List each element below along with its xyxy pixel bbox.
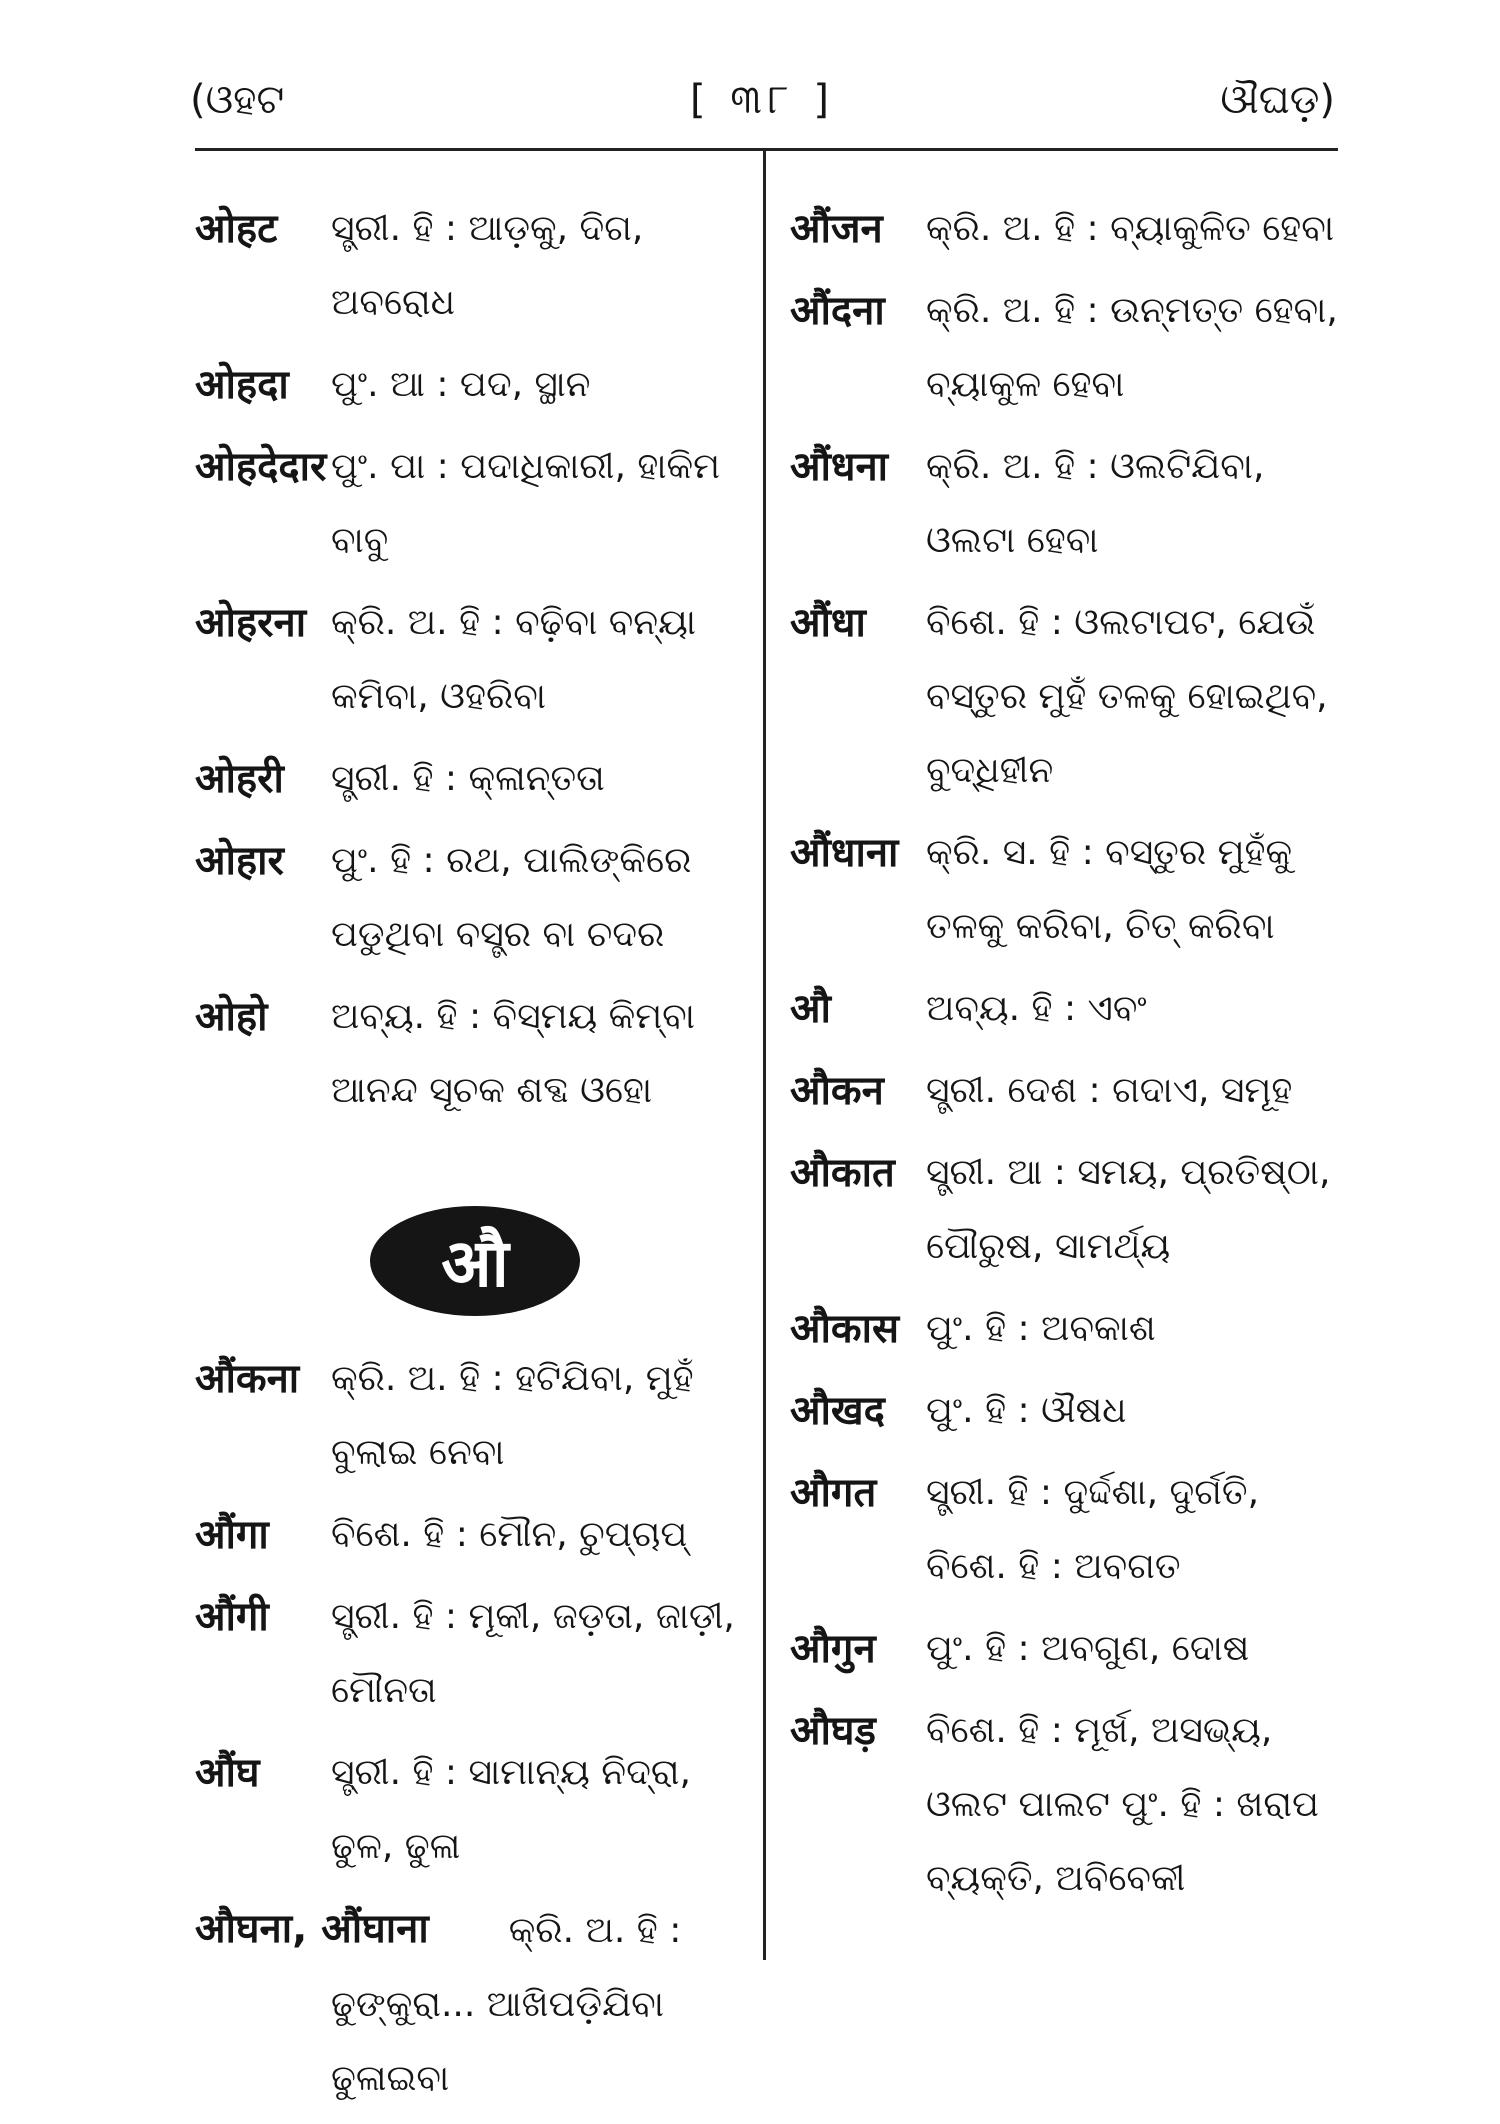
entry-headword: ओहरी	[195, 756, 284, 802]
dictionary-entry	[195, 1498, 743, 1572]
dictionary-entry	[790, 192, 1350, 266]
entry-definition: ବିଶେ. ହି : ମୂର୍ଖ, ଅସଭ୍ୟ, ଓଲଟ ପାଲଟ ପୁଂ. ହି : ଖରାପ ବ୍ୟକ୍ତି, ଅବିବେକୀ	[926, 1710, 1319, 1899]
dictionary-entry	[790, 1292, 1350, 1366]
dictionary-entry	[195, 1736, 743, 1884]
entry-definition: ଅବ୍ୟ. ହି : ଏବଂ	[926, 988, 1147, 1029]
dictionary-entry	[195, 430, 743, 578]
entry-definition: ପୁଂ. ହି : ଅବକାଶ	[926, 1308, 1156, 1349]
entry-headword: औ	[790, 986, 831, 1032]
dictionary-entry	[790, 1456, 1350, 1604]
entry-part-of-speech: କ୍ରି. ଅ. ହି :	[508, 1910, 682, 1951]
entry-definition: ସ୍ତ୍ରୀ. ହି : ଦୁର୍ଦ୍ଦଶା, ଦୁର୍ଗତି, ବିଶେ. ହି : ଅବଗତ	[926, 1472, 1260, 1587]
dictionary-entry	[195, 586, 743, 734]
entry-definition: ସ୍ତ୍ରୀ. ହି : ଆଡ଼କୁ, ଦିଗ, ଅବରୋଧ	[331, 208, 644, 323]
entry-definition: ପୁଂ. ହି : ଔଷଧ	[926, 1390, 1127, 1431]
section-letter-badge: औ	[370, 1206, 580, 1316]
entry-definition: କ୍ରି. ସ. ହି : ବସ୍ତୁର ମୁହଁକୁ ତଳକୁ କରିବା, ଚିତ୍ କରିବା	[926, 832, 1293, 947]
entry-headword: औकन	[790, 1068, 884, 1114]
entry-definition: ପୁଂ. ହି : ରଥ, ପାଲିଙ୍କିରେ ପଡୁଥିବା ବସ୍ତ୍ର ବା ଚଦର	[331, 840, 692, 955]
dictionary-entry	[195, 348, 743, 422]
entry-definition: ସ୍ତ୍ରୀ. ହି : କ୍ଳାନ୍ତତା	[331, 758, 605, 799]
dictionary-entry	[790, 1612, 1350, 1686]
entry-headword: औंधाना	[790, 830, 899, 876]
entry-headword: औंदना	[790, 288, 885, 334]
entry-definition: ବିଶେ. ହି : ମୌନ, ଚୁପ୍‌ଚାପ୍	[331, 1514, 688, 1555]
header-left-guideword: (ଓହଟ	[190, 77, 285, 123]
entry-headword: औघड़	[790, 1708, 876, 1754]
entry-definition: ସ୍ତ୍ରୀ. ଆ : ସମୟ, ପ୍ରତିଷ୍ଠା, ପୌରୁଷ, ସାମର୍ଥ୍ୟ	[926, 1152, 1331, 1267]
dictionary-entry	[790, 586, 1350, 808]
dictionary-entry	[790, 1054, 1350, 1128]
entry-headword: ओहदेदार	[195, 444, 327, 490]
left-column	[195, 192, 743, 2124]
dictionary-entry	[195, 824, 743, 972]
dictionary-entry	[790, 816, 1350, 964]
entry-headword: औघना, औंघाना	[195, 1906, 429, 1952]
entry-headword: औंकना	[195, 1356, 300, 1402]
dictionary-entry	[195, 1580, 743, 1728]
entry-headword: औंधा	[790, 600, 866, 646]
entry-definition: ଅବ୍ୟ. ହି : ବିସ୍ମୟ କିମ୍ବା ଆନନ୍ଦ ସୂଚକ ଶବ୍ଦ ଓହୋ	[331, 996, 695, 1111]
entry-headword: ओहार	[195, 838, 284, 884]
page-number: [ ୩୮ ]	[690, 77, 835, 123]
entry-definition: ସ୍ତ୍ରୀ. ହି : ସାମାନ୍ୟ ନିଦ୍ରା, ଢୁଳ, ଢୁଳା	[331, 1752, 691, 1867]
dictionary-entry	[790, 1136, 1350, 1284]
entry-headword: औंधना	[790, 444, 889, 490]
section-spacer	[195, 1136, 743, 1206]
entry-definition: କ୍ରି. ଅ. ହି : ଉନ୍ମତ୍ତ ହେବା, ବ୍ୟାକୁଳ ହେବା	[926, 290, 1338, 405]
entry-headword: ओहो	[195, 994, 268, 1040]
entry-definition: କ୍ରି. ଅ. ହି : ହଟିଯିବା, ମୁହଁ ବୁଲାଇ ନେବା	[331, 1358, 694, 1473]
entry-definition: ପୁଂ. ପା : ପଦାଧିକାରୀ, ହାକିମ ବାବୁ	[331, 446, 721, 561]
dictionary-entry-multi	[195, 1892, 743, 2116]
dictionary-entry	[790, 430, 1350, 578]
entry-definition: କ୍ରି. ଅ. ହି : ବ୍ୟାକୁଳିତ ହେବା	[926, 208, 1335, 249]
entry-definition: କ୍ରି. ଅ. ହି : ବଢ଼ିବା ବନ୍ୟା କମିବା, ଓହରିବା	[331, 602, 697, 717]
dictionary-entry	[790, 1694, 1350, 1916]
entry-headword: ओहट	[195, 206, 278, 252]
entry-headword: ओहदा	[195, 362, 289, 408]
entry-definition: ପୁଂ. ହି : ଅବଗୁଣ, ଦୋଷ	[926, 1628, 1250, 1669]
header-right-guideword: ଔଘଡ଼)	[1220, 77, 1335, 123]
entry-definition: ଢୁଙ୍କୁରା... ଆଖିପଡ଼ିଯିବା ଢୁଳାଇବା	[331, 1984, 664, 2099]
dictionary-entry	[790, 972, 1350, 1046]
entry-headword: औखद	[790, 1388, 885, 1434]
entry-definition: କ୍ରି. ଅ. ହି : ଓଲଟିଯିବା, ଓଲଟା ହେବା	[926, 446, 1265, 561]
entry-headword: औंघ	[195, 1750, 260, 1796]
entry-headword: औंगी	[195, 1594, 269, 1640]
entry-headword: औंगा	[195, 1512, 269, 1558]
entry-definition: ପୁଂ. ଆ : ପଦ, ସ୍ଥାନ	[331, 364, 591, 405]
dictionary-entry	[195, 192, 743, 340]
entry-definition: ବିଶେ. ହି : ଓଲଟାପଟ, ଯେଉଁ ବସ୍ତୁର ମୁହଁ ତଳକୁ ହୋଇଥିବ, ବୁଦ୍ଧିହୀନ	[926, 602, 1328, 791]
dictionary-entry	[195, 1342, 743, 1490]
dictionary-entry	[790, 274, 1350, 422]
entry-headword: ओहरना	[195, 600, 307, 646]
column-divider	[763, 150, 766, 1960]
entry-headword: औंजन	[790, 206, 883, 252]
entry-headword: औगुन	[790, 1626, 876, 1672]
entry-headword-line	[195, 1892, 743, 1968]
entry-headword: औगत	[790, 1470, 877, 1516]
right-column	[790, 192, 1350, 1924]
entry-headword: औकात	[790, 1150, 895, 1196]
dictionary-entry	[790, 1374, 1350, 1448]
dictionary-entry	[195, 742, 743, 816]
entry-headword: औकास	[790, 1306, 900, 1352]
header-rule	[195, 148, 1338, 151]
entry-definition: ସ୍ତ୍ରୀ. ଦେଶ : ଗଦାଏ, ସମୂହ	[926, 1070, 1293, 1111]
dictionary-entry	[195, 980, 743, 1128]
entry-definition: ସ୍ତ୍ରୀ. ହି : ମୂକୀ, ଜଡ଼ତା, ଜାଡ଼ୀ, ମୌନତା	[331, 1596, 735, 1711]
